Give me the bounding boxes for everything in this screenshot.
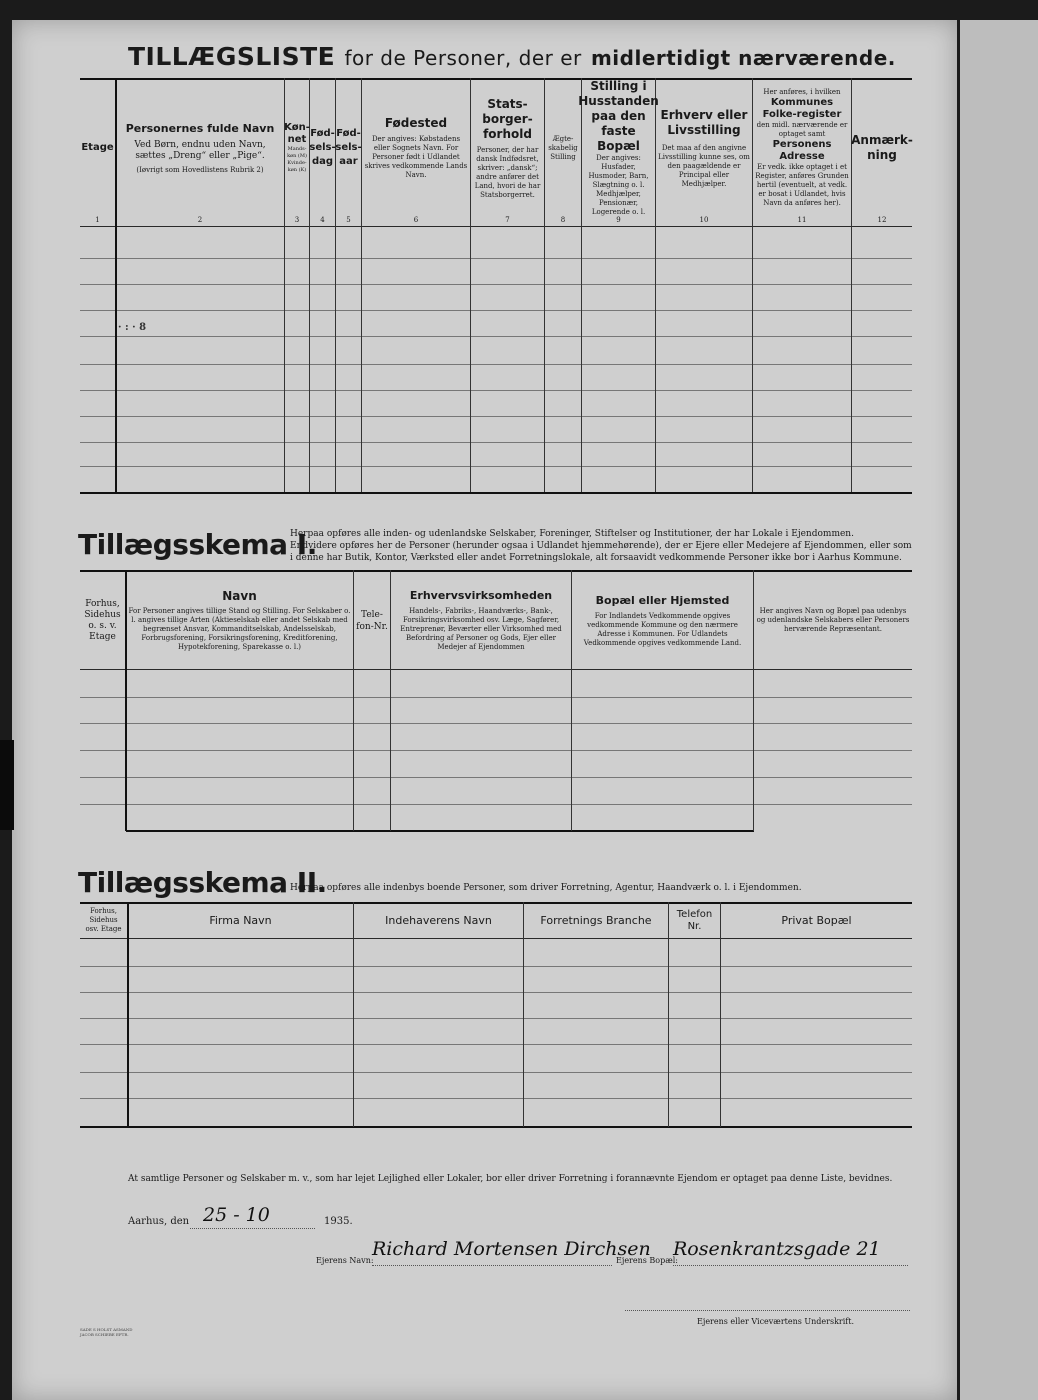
s2-col-telefon: Telefon Nr. bbox=[676, 908, 713, 932]
s1-col-forhus: Forhus, Sidehus o. s. v. Etage bbox=[84, 598, 121, 642]
pencil-marks: · : · 8 bbox=[118, 322, 147, 333]
col-fodested: Fødested Der angives: Købstadens eller Sognets Navn. For Personer født i Udlandet skrives vedkommende Lands Navn. bbox=[364, 116, 468, 179]
date-handwritten: 25 - 10 bbox=[203, 1204, 270, 1226]
s1-col-repr: Her angives Navn og Bopæl paa udenbys og udenlandske Selskabers eller Personers herværende Repræsentant. bbox=[756, 607, 910, 633]
s2-col-forhus: Forhus, Sidehus osv. Etage bbox=[85, 907, 122, 933]
list-title-bold: TILLÆGSLISTE bbox=[128, 42, 336, 71]
col-dag: Fød-sels-dag bbox=[309, 128, 336, 167]
s1-col-telefon: Tele-fon-Nr. bbox=[356, 609, 388, 632]
s1-col-bopael: Bopæl eller Hjemsted For Indlandets Vedkommende opgives vedkommende Kommune og den nærmere Adresse i Kommunen. For Udlandets Vedkommende opgives vedkommende Land. bbox=[583, 593, 742, 647]
col-etage: Etage bbox=[81, 142, 114, 153]
col-number: 3 bbox=[294, 216, 300, 224]
year-label: 1935. bbox=[324, 1216, 353, 1227]
owner-name-line bbox=[372, 1265, 612, 1266]
s2-col-bopael: Privat Bopæl bbox=[781, 913, 852, 927]
owner-name-signature: Richard Mortensen Dirchsen bbox=[372, 1238, 651, 1260]
owner-address-handwritten: Rosenkrantzsgade 21 bbox=[673, 1238, 881, 1260]
col-navn: Personernes fulde Navn Ved Børn, endnu uden Navn, sættes „Dreng“ eller „Pige“. (Iøvrigt som Hovedlistens Rubrik 2) bbox=[125, 121, 275, 174]
s2-col-firma: Firma Navn bbox=[209, 913, 272, 927]
col-number: 2 bbox=[197, 216, 203, 224]
col-number: 6 bbox=[413, 216, 419, 224]
owner-name-label: Ejerens Navn: bbox=[316, 1256, 374, 1265]
col-number: 5 bbox=[346, 216, 351, 224]
list-title-end: midlertidigt nærværende. bbox=[590, 46, 896, 70]
signature-line bbox=[625, 1310, 910, 1311]
printer-imprint: SADE S HOLST ASMAND JACOB SCHIEBE EFTR. bbox=[80, 1327, 133, 1337]
skema2-intro: Herpaa opføres alle indenbys boende Personer, som driver Forretning, Agentur, Haandværk o. l. i Ejendommen. bbox=[290, 883, 802, 893]
date-line bbox=[190, 1228, 315, 1229]
col-statsborger: Stats-borger-forhold Personer, der har dansk Indfødsret, skriver: „dansk“; andre anfører det Land, hvori de har Statsborgerret. bbox=[474, 96, 541, 199]
skema1-title: Tillægsskema I. bbox=[78, 528, 317, 561]
owner-address-line bbox=[673, 1265, 908, 1266]
col-number: 1 bbox=[95, 216, 100, 224]
col-anmaerkning: Anmærk-ning bbox=[851, 133, 913, 162]
s1-col-erhverv: Erhvervsvirksomheden Handels-, Fabriks-, Haandværks-, Bank-, Forsikringsvirksomhed osv. Læge, Sagfører, Entreprenør, Beværter eller Virksomhed med Befordring af Personer og Gods, Ejer eller Medejer af Ejendommen bbox=[400, 589, 562, 651]
col-number: 10 bbox=[699, 216, 709, 224]
col-number: 9 bbox=[616, 216, 621, 224]
col-number: 12 bbox=[877, 216, 887, 224]
col-number: 7 bbox=[505, 216, 510, 224]
place-label: Aarhus, den bbox=[128, 1216, 190, 1227]
signature-label: Ejerens eller Viceværtens Underskrift. bbox=[697, 1317, 855, 1326]
col-koen: Køn-net Mands-køn (M) Kvinde-køn (K) bbox=[284, 122, 310, 173]
list-title bbox=[128, 42, 896, 71]
attestation-statement: At samtlige Personer og Selskaber m. v., som har lejet Lejlighed eller Lokaler, bor eller driver Forretning i forannævnte Ejendom er optaget paa denne Liste, bevidnes. bbox=[128, 1174, 893, 1184]
owner-address-label: Ejerens Bopæl: bbox=[616, 1256, 679, 1265]
s2-col-indehaver: Indehaverens Navn bbox=[385, 913, 492, 927]
col-number: 4 bbox=[320, 216, 325, 224]
col-number: 11 bbox=[797, 216, 807, 224]
form-page bbox=[12, 20, 957, 1400]
col-erhverv: Erhverv eller Livsstilling Det maa af den angivne Livsstilling kunne ses, om den paagældende er Principal eller Medhjælper. bbox=[658, 107, 750, 188]
col-kommune: Her anføres, i hvilken Kommunes Folke-register den midl. nærværende er optaget samt Personens Adresse Er vedk. ikke optaget i et Register, anføres Grunden hertil (eventuelt, at vedk. er bosat i Udlandet, hvis Navn da anføres her). bbox=[755, 88, 849, 207]
list-title-mid: for de Personer, der er bbox=[344, 46, 582, 70]
col-aar: Fød-sels-aar bbox=[335, 128, 362, 167]
col-stilling: Stilling i Husstanden paa den faste Bopæl Der angives: Husfader, Husmoder, Barn, Slægtning o. l. Medhjælper, Pensionær, Logerende o. l. bbox=[578, 79, 659, 216]
s1-col-navn: Navn For Personer angives tillige Stand og Stilling. For Selskaber o. l. angives tillige Arten (Aktieselskab eller andet Selskab med begrænset Ansvar, Kommanditselskab, Andelsselskab, Forbrugsforening, Forsikringsforening, Kreditforening, Hypotekforening, Sparekasse o. l.) bbox=[128, 589, 351, 651]
col-aegteskab: Ægte-skabelig Stilling bbox=[548, 134, 578, 161]
binding-tab bbox=[0, 740, 14, 830]
skema2-title: Tillægsskema II. bbox=[78, 866, 327, 899]
s2-col-branche: Forretnings Branche bbox=[540, 913, 652, 927]
col-number: 8 bbox=[560, 216, 566, 224]
next-page-edge bbox=[960, 20, 1038, 1400]
skema1-intro: Herpaa opføres alle inden- og udenlandske Selskaber, Foreninger, Stiftelser og Institutioner, der har Lokale i Ejendommen. Endvidere opføres her de Personer (herunder ogsaa i Udlandet hjemmehørende), der er Ejere eller Medejere af Ejendommen, eller som i denne har Butik, Kontor, Værksted eller andet Forretningslokale, alt forsaavidt vedkommende Personer ikke bor i Aarhus Kommune. bbox=[290, 529, 912, 563]
